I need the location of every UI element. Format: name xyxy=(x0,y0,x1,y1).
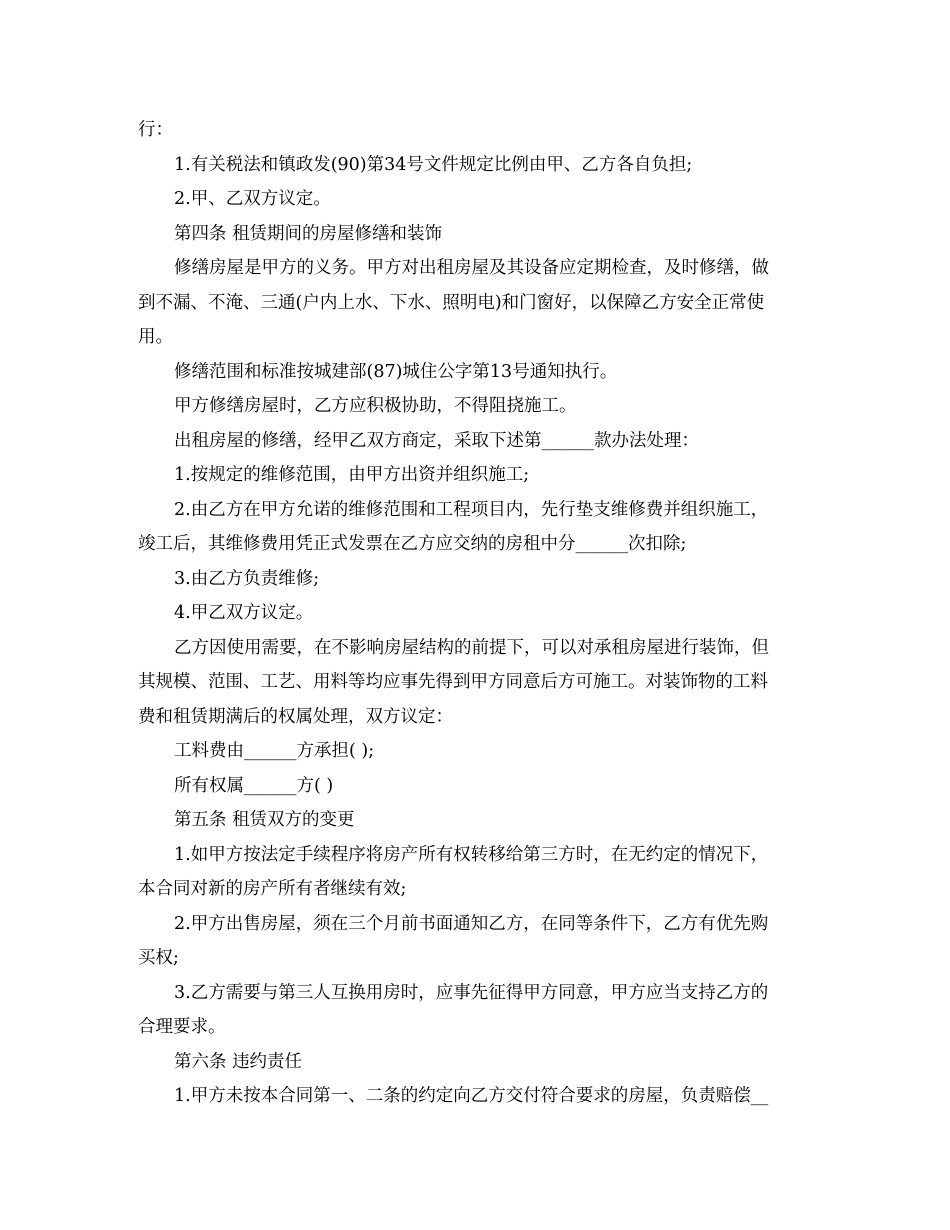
text-line: 其规模、范围、工艺、用料等均应事先得到甲方同意后方可施工。对装饰物的工料 xyxy=(138,672,768,692)
text-line: 所有权属______方( ) xyxy=(174,775,334,796)
text-line: 工料费由______方承担( ); xyxy=(174,741,375,761)
text-line: 本合同对新的房产所有者继续有效; xyxy=(138,879,407,899)
text-line: 行： xyxy=(138,120,173,140)
text-line: 甲方修缮房屋时，乙方应积极协助，不得阻挠施工。 xyxy=(174,396,577,416)
document-body xyxy=(138,113,814,1114)
text-line: 4.甲乙双方议定。 xyxy=(174,603,314,623)
text-line: 第六条 违约责任 xyxy=(174,1051,303,1072)
text-line: 3.由乙方负责维修; xyxy=(174,568,320,589)
text-line: 出租房屋的修缮，经甲乙双方商定，采取下述第______款办法处理： xyxy=(174,430,699,451)
text-line: 2.由乙方在甲方允诺的维修范围和工程项目内，先行垫支维修费并组织施工， xyxy=(174,499,769,520)
text-line: 1.如甲方按法定手续程序将房产所有权转移给第三方时，在无约定的情况下， xyxy=(174,844,769,865)
text-line: 2.甲、乙双方议定。 xyxy=(174,189,331,209)
text-line: 第五条 租赁双方的变更 xyxy=(174,810,355,830)
text-line: 乙方因使用需要，在不影响房屋结构的前提下，可以对承租房屋进行装饰，但 xyxy=(174,637,769,658)
text-line: 2.甲方出售房屋，须在三个月前书面通知乙方，在同等条件下，乙方有优先购 xyxy=(174,913,769,934)
text-line: 修缮房屋是甲方的义务。甲方对出租房屋及其设备应定期检查，及时修缮，做 xyxy=(174,258,769,278)
text-line: 3.乙方需要与第三人互换用房时，应事先征得甲方同意，甲方应当支持乙方的 xyxy=(174,982,769,1003)
text-line: 1.按规定的维修范围，由甲方出资并组织施工; xyxy=(174,465,530,485)
text-line: 合理要求。 xyxy=(138,1017,226,1037)
text-line: 竣工后，其维修费用凭正式发票在乙方应交纳的房租中分______次扣除; xyxy=(138,534,687,554)
text-line: 买权; xyxy=(138,948,179,968)
text-line: 修缮范围和标准按城建部(87)城住公字第13号通知执行。 xyxy=(174,361,618,382)
text-line: 第四条 租赁期间的房屋修缮和装饰 xyxy=(174,223,443,244)
text-line: 费和租赁期满后的权属处理，双方议定： xyxy=(138,706,453,727)
text-line: 1.有关税法和镇政发(90)第34号文件规定比例由甲、乙方各自负担; xyxy=(174,154,693,175)
text-line: 到不漏、不淹、三通(户内上水、下水、照明电)和门窗好，以保障乙方安全正常使 xyxy=(138,292,765,313)
text-line: 用。 xyxy=(138,327,173,347)
text-line: 1.甲方未按本合同第一、二条的约定向乙方交付符合要求的房屋，负责赔偿__ xyxy=(174,1086,769,1106)
